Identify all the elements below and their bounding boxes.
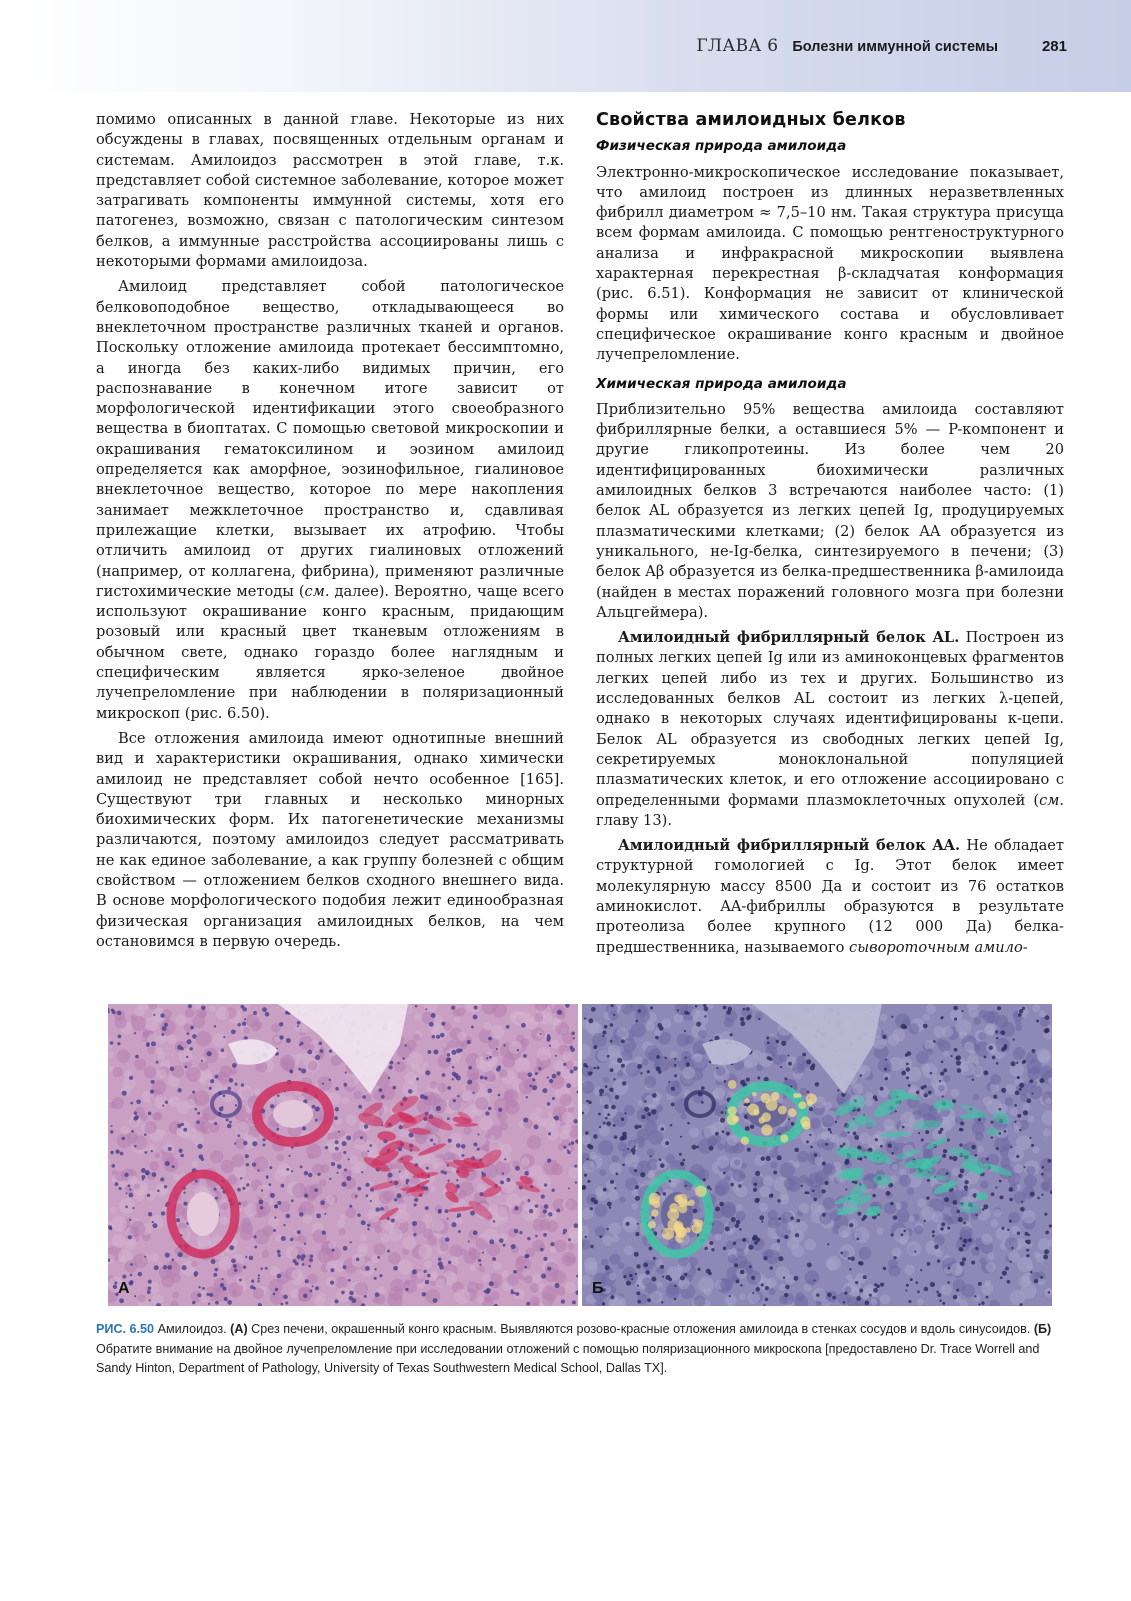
running-head bbox=[696, 36, 1067, 62]
caption-text: Срез печени, окрашенный конго красным. Выявляются розово-красные отложения амилоида в стенках сосудов и вдоль синусоидов. bbox=[247, 1322, 1034, 1336]
text-run: Построен из полных легких цепей Ig или из аминоконцевых фрагментов легких цепей либо из тех и других. Большинство из исследованных белков AL состоит из легких λ-цепей, однако в некоторых случаях идентифицированы κ-цепи. Белок AL образуется из свободных легких цепей Ig, секретируемых моноклональной популяцией плазматических клеток, и его отложение ассоциировано с определенными формами плазмоклеточных опухолей ( bbox=[596, 629, 1064, 809]
right-column bbox=[596, 110, 1064, 958]
run-in-heading-aa: Амилоидный фибриллярный белок AA. bbox=[618, 837, 961, 855]
paragraph: Приблизительно 95% вещества амилоида составляют фибриллярные белки, а оставшиеся 5% — P-компонент и другие гликопротеины. Из более чем 20 идентифицированных биохимически различных амилоидных белков 3 встречаются наиболее часто: (1) белок AL образуется из легких цепей Ig, продуцируемых плазматическими клетками; (2) белок AA образуется из уникального, не-Ig-белка, синтезируемого в печени; (3) белок Aβ образуется из белка-предшественника β-амилоида (найден в местах поражений головного мозга при болезни Альцгеймера). bbox=[596, 400, 1064, 621]
section-title: Свойства амилоидных белков bbox=[596, 110, 906, 130]
page-number: 281 bbox=[1041, 38, 1067, 55]
subsection-title-chemical: Химическая природа амилоида bbox=[596, 375, 847, 392]
figure-caption bbox=[96, 1320, 1064, 1379]
chapter-label: ГЛАВА 6 bbox=[696, 36, 779, 56]
see-reference: см. bbox=[1039, 791, 1064, 809]
chapter-title: Болезни иммунной системы bbox=[792, 39, 998, 55]
text-run: далее). Вероятно, чаще всего используют окрашивание конго красным, придающим розовый или красный цвет тканевым отложениям в обычном свете, однако гораздо более наглядным и специфическим является ярко-зеленое двойное лучепреломление при наблюдении в поляризационный микроскоп (рис. 6.50). bbox=[96, 582, 564, 722]
paragraph bbox=[96, 277, 564, 724]
caption-marker-a: (A) bbox=[230, 1322, 248, 1336]
micrograph-a-image bbox=[108, 1004, 578, 1306]
left-column bbox=[96, 110, 564, 952]
paragraph bbox=[596, 836, 1064, 958]
micrograph-b-image bbox=[582, 1004, 1052, 1306]
text-run: главу 13). bbox=[596, 811, 672, 829]
caption-text: Амилоидоз. bbox=[157, 1322, 231, 1336]
panel-a-label: А bbox=[118, 1280, 130, 1297]
text-run: Не обладает структурной гомологией с Ig. Этот белок имеет молекулярную массу 8500 Да и состоит из 76 остатков аминокислот. AA-фибриллы образуются в результате протеолиза более крупного (12 000 Да) белка-предшественника, называемого bbox=[596, 837, 1064, 956]
paragraph bbox=[596, 628, 1064, 831]
panel-b-label: Б bbox=[592, 1280, 604, 1297]
see-reference: см. bbox=[304, 582, 330, 600]
figure-6-50 bbox=[108, 1004, 1052, 1306]
italic-term: сывороточным амило- bbox=[849, 938, 1028, 956]
micrograph-panel-b bbox=[582, 1004, 1052, 1306]
subsection-title-physical: Физическая природа амилоида bbox=[596, 138, 847, 155]
caption-text: Обратите внимание на двойное лучепреломление при исследовании отложений с помощью поляризационного микроскопа [предоставлено Dr. Trace Worrell and Sandy Hinton, Department of Pathology, University of Texas Southwestern Medical School, Dallas TX]. bbox=[96, 1341, 1040, 1375]
paragraph: Все отложения амилоида имеют однотипные внешний вид и характеристики окрашивания, однако химически амилоид не представляет собой нечто особенное [165]. Существуют три главных и несколько минорных биохимических форм. Их патогенетические механизмы различаются, поэтому амилоидоз следует рассматривать не как единое заболевание, а как группу болезней с общим свойством — отложением белков сходного внешнего вида. В основе морфологического подобия лежит единообразная физическая организация амилоидных белков, на чем остановимся в первую очередь. bbox=[96, 729, 564, 950]
paragraph: Электронно-микроскопическое исследование показывает, что амилоид построен из длинных неразветвленных фибрилл диаметром ≈ 7,5–10 нм. Такая структура присуща всем формам амилоида. С помощью рентгеноструктурного анализа и инфракрасной микроскопии выявлена характерная перекрестная β-складчатая конформация (рис. 6.51). Конформация не зависит от клинической формы или химического состава и обусловливает специфическое окрашивание конго красным и двойное лучепреломление. bbox=[596, 163, 1064, 364]
caption-label: РИС. 6.50 bbox=[96, 1322, 155, 1336]
micrograph-panel-a bbox=[108, 1004, 578, 1306]
run-in-heading-al: Амилоидный фибриллярный белок AL. bbox=[618, 629, 960, 647]
text-run: Амилоид представляет собой патологическое белковоподобное вещество, откладывающееся во внеклеточном пространстве различных тканей и органов. Поскольку отложение амилоида протекает бессимптомно, а иногда без каких-либо видимых причин, его распознавание в конечном итоге зависит от морфологической идентификации этого своеобразного вещества в биоптатах. С помощью световой микроскопии и окрашивания гематоксилином и эозином амилоид определяется как аморфное, эозинофильное, гиалиновое внеклеточное вещество, которое по мере накопления занимает межклеточное пространство и, сдавливая прилежащие клетки, вызывает их атрофию. Чтобы отличить амилоид от других гиалиновых отложений (например, от коллагена, фибрина), применяют различные гистохимические методы ( bbox=[96, 278, 564, 600]
caption-marker-b: (Б) bbox=[1033, 1322, 1052, 1336]
paragraph: помимо описанных в данной главе. Некоторые из них обсуждены в главах, посвященных отдельным органам и системам. Амилоидоз рассмотрен в этой главе, т.к. представляет собой системное заболевание, которое может затрагивать компоненты иммунной системы, хотя его патогенез, возможно, связан с патологическим синтезом белков, а иммунные расстройства ассоциированы лишь с некоторыми формами амилоидоза. bbox=[96, 111, 564, 271]
